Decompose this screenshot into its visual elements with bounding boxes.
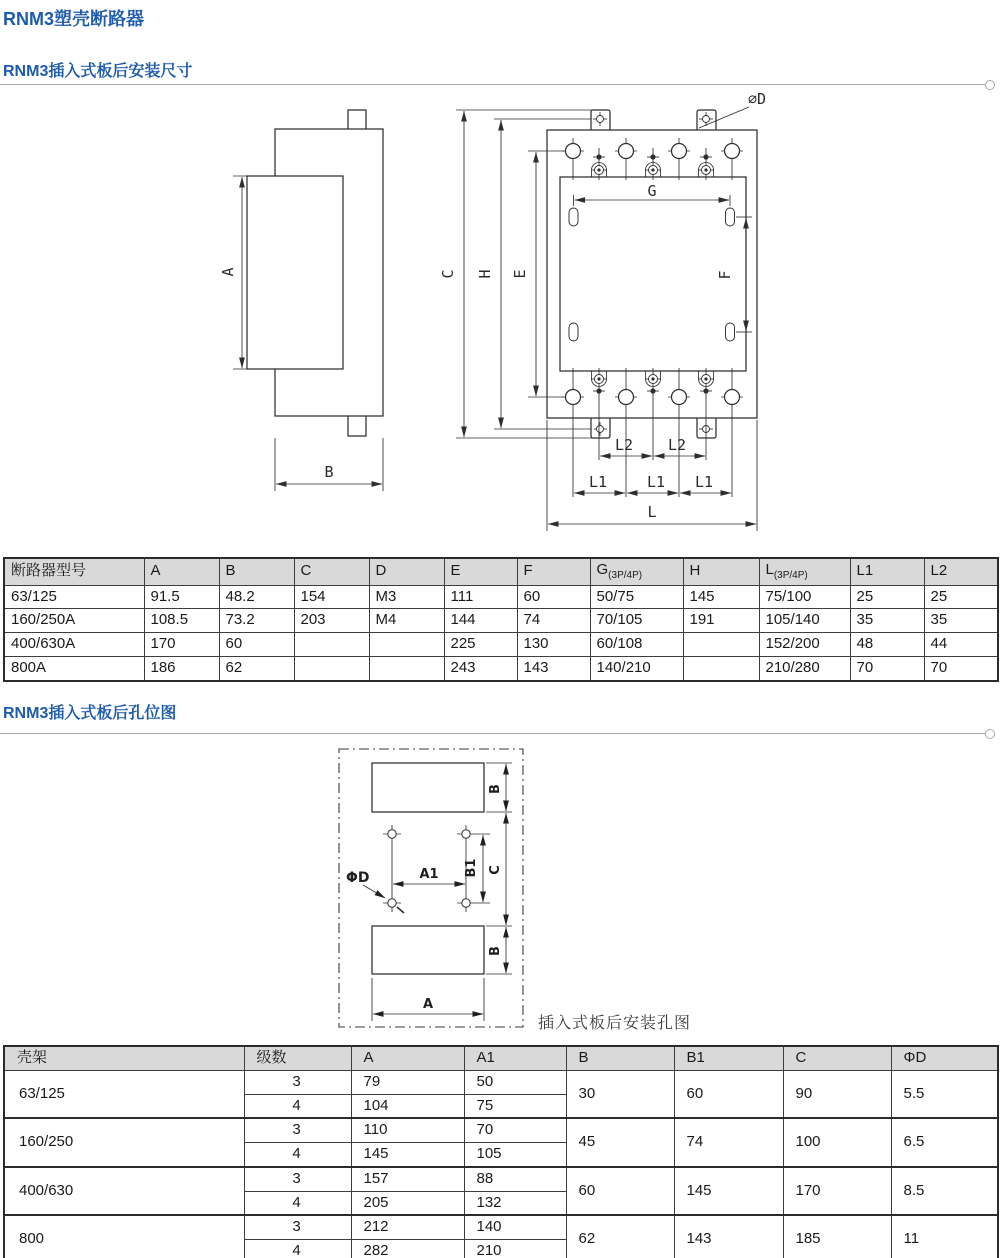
table-cell: 185 <box>783 1215 891 1258</box>
bottom-cutout <box>372 926 484 974</box>
table-cell: 104 <box>351 1094 464 1118</box>
table1-col-header: $L_{(3P/4P)}$ <box>759 558 850 585</box>
table-cell: 6.5 <box>891 1118 998 1167</box>
table-cell: 210 <box>464 1240 566 1258</box>
table-cell: 48.2 <box>219 585 294 609</box>
table-row <box>4 1167 998 1191</box>
table-cell: 73.2 <box>219 609 294 633</box>
table-cell: 91.5 <box>144 585 219 609</box>
table-cell: 186 <box>144 656 219 680</box>
section-heading-hole-positions: RNM3插入式板后孔位图 <box>3 705 177 722</box>
table-cell: M3 <box>369 585 444 609</box>
dim-label-l1: L1 <box>588 473 608 491</box>
table-cell: 243 <box>444 656 517 680</box>
page-title: RNM3塑壳断路器 <box>3 9 145 29</box>
table-cell: 111 <box>444 585 517 609</box>
table-cell: 5.5 <box>891 1070 998 1118</box>
table-cell: 3 <box>244 1070 351 1094</box>
table1-col-header: F <box>517 558 590 585</box>
table-cell: 170 <box>144 633 219 657</box>
table2-col-header: 级数 <box>244 1046 351 1070</box>
frame-hole-dimensions-table <box>3 1045 999 1258</box>
table2-col-header: 壳架 <box>4 1046 244 1070</box>
dim-label-dia-d: ∅D <box>747 90 767 108</box>
table-cell: 100 <box>783 1118 891 1167</box>
table-cell: 44 <box>924 633 998 657</box>
dim-label-f: F <box>716 270 734 280</box>
table-cell: 88 <box>464 1167 566 1191</box>
dim-label-g: G <box>647 182 657 200</box>
table-cell: 60 <box>219 633 294 657</box>
front-view <box>439 90 766 531</box>
dim-label-l2: L2 <box>614 436 634 454</box>
table-cell: 63/125 <box>4 585 144 609</box>
table-cell <box>683 633 759 657</box>
table-cell: 63/125 <box>4 1070 244 1118</box>
dim-label-a: A <box>422 997 434 1012</box>
table-cell: 160/250 <box>4 1118 244 1167</box>
table-cell: 48 <box>850 633 924 657</box>
table-row <box>4 609 998 633</box>
table-row <box>4 585 998 609</box>
table-cell: 143 <box>674 1215 783 1258</box>
table-cell: M4 <box>369 609 444 633</box>
table-cell <box>369 656 444 680</box>
table-cell: 132 <box>464 1191 566 1215</box>
dim-label-b-bottom: B <box>488 946 503 956</box>
dim-label-e: E <box>511 269 529 279</box>
table-cell: 45 <box>566 1118 674 1167</box>
top-cutout <box>372 763 484 812</box>
table-cell: 400/630 <box>4 1167 244 1216</box>
dim-label-l2: L2 <box>667 436 687 454</box>
table2-col-header: ΦD <box>891 1046 998 1070</box>
table1-col-header: A <box>144 558 219 585</box>
table-cell: 90 <box>783 1070 891 1118</box>
table-cell: 4 <box>244 1240 351 1258</box>
dim-label-b1: B1 <box>464 858 479 878</box>
table2-col-header: B1 <box>674 1046 783 1070</box>
dim-label-c: C <box>488 865 503 875</box>
table1-col-header: $G_{(3P/4P)}$ <box>590 558 683 585</box>
table-header-row <box>4 1046 998 1070</box>
table-cell: 157 <box>351 1167 464 1191</box>
table-row <box>4 1118 998 1142</box>
table-cell: 400/630A <box>4 633 144 657</box>
table-cell: 3 <box>244 1167 351 1191</box>
table-cell: 212 <box>351 1215 464 1239</box>
table-cell: 145 <box>674 1167 783 1216</box>
table-cell: 140 <box>464 1215 566 1239</box>
table-cell: 205 <box>351 1191 464 1215</box>
table-cell: 75 <box>464 1094 566 1118</box>
section-heading-mounting-dimensions: RNM3插入式板后安装尺寸 <box>3 63 193 80</box>
table-cell: 70 <box>464 1118 566 1142</box>
dim-label-b: B <box>324 463 334 481</box>
table-cell: 4 <box>244 1094 351 1118</box>
table-cell: 62 <box>219 656 294 680</box>
table-cell: 30 <box>566 1070 674 1118</box>
table-cell: 74 <box>674 1118 783 1167</box>
table-cell: 3 <box>244 1118 351 1142</box>
rule-end-dot <box>985 729 995 739</box>
table-cell: 75/100 <box>759 585 850 609</box>
table-cell: 145 <box>351 1143 464 1167</box>
section-rule <box>0 733 986 734</box>
table-cell: 4 <box>244 1143 351 1167</box>
section-rule <box>0 84 986 85</box>
table-row <box>4 1215 998 1239</box>
table-row <box>4 1070 998 1094</box>
dim-label-l1: L1 <box>646 473 666 491</box>
dim-label-h: H <box>476 269 494 279</box>
dim-label-l1: L1 <box>694 473 714 491</box>
table-cell: 130 <box>517 633 590 657</box>
table-cell: 154 <box>294 585 369 609</box>
table-cell: 108.5 <box>144 609 219 633</box>
table-cell: 62 <box>566 1215 674 1258</box>
table2-col-header: A <box>351 1046 464 1070</box>
table-cell: 4 <box>244 1191 351 1215</box>
table-cell: 225 <box>444 633 517 657</box>
table-cell: 60 <box>566 1167 674 1216</box>
side-view <box>219 110 383 491</box>
drawing-hole-positions <box>330 745 530 1035</box>
table-cell <box>369 633 444 657</box>
table2-col-header: A1 <box>464 1046 566 1070</box>
table-cell: 70/105 <box>590 609 683 633</box>
table-cell: 70 <box>850 656 924 680</box>
table-cell: 203 <box>294 609 369 633</box>
dim-label-a1: A1 <box>419 867 439 882</box>
table-cell: 210/280 <box>759 656 850 680</box>
table-cell: 50 <box>464 1070 566 1094</box>
table1-col-header: E <box>444 558 517 585</box>
table-cell: 145 <box>683 585 759 609</box>
hole-diagram-caption: 插入式板后安装孔图 <box>538 1015 692 1032</box>
table-cell: 152/200 <box>759 633 850 657</box>
table-cell: 105/140 <box>759 609 850 633</box>
table-cell: 74 <box>517 609 590 633</box>
table-cell: 35 <box>850 609 924 633</box>
table-cell: 60 <box>674 1070 783 1118</box>
table-cell: 144 <box>444 609 517 633</box>
table-cell: 3 <box>244 1215 351 1239</box>
table-cell: 25 <box>850 585 924 609</box>
table1-col-header: L1 <box>850 558 924 585</box>
table-cell <box>294 656 369 680</box>
table-cell: 60/108 <box>590 633 683 657</box>
table1-col-header: 断路器型号 <box>4 558 144 585</box>
table-cell: 105 <box>464 1143 566 1167</box>
table-cell: 35 <box>924 609 998 633</box>
table-cell: 160/250A <box>4 609 144 633</box>
table-cell: 11 <box>891 1215 998 1258</box>
table-cell: 191 <box>683 609 759 633</box>
table-header-row <box>4 558 998 585</box>
breaker-dimensions-table <box>3 557 999 682</box>
dim-label-b-top: B <box>488 784 503 794</box>
table-row <box>4 656 998 680</box>
table1-col-header: L2 <box>924 558 998 585</box>
table-cell: 170 <box>783 1167 891 1216</box>
table-cell: 60 <box>517 585 590 609</box>
table1-col-header: B <box>219 558 294 585</box>
table-cell: 140/210 <box>590 656 683 680</box>
table2-col-header: B <box>566 1046 674 1070</box>
table-cell: 800 <box>4 1215 244 1258</box>
table-cell <box>683 656 759 680</box>
table-cell: 8.5 <box>891 1167 998 1216</box>
table-cell <box>294 633 369 657</box>
dim-label-phi-d: ΦD <box>346 870 370 886</box>
table-cell: 70 <box>924 656 998 680</box>
dim-label-a: A <box>219 267 237 277</box>
table-cell: 79 <box>351 1070 464 1094</box>
table-cell: 50/75 <box>590 585 683 609</box>
table1-col-header: H <box>683 558 759 585</box>
table-cell: 143 <box>517 656 590 680</box>
table-cell: 25 <box>924 585 998 609</box>
dim-label-l: L <box>647 503 657 521</box>
table-cell: 800A <box>4 656 144 680</box>
table-cell: 110 <box>351 1118 464 1142</box>
drawing-mounting-dimensions <box>180 88 820 548</box>
table-row <box>4 633 998 657</box>
rule-end-dot <box>985 80 995 90</box>
table2-col-header: C <box>783 1046 891 1070</box>
table1-col-header: C <box>294 558 369 585</box>
dim-label-c: C <box>439 269 457 279</box>
table1-col-header: D <box>369 558 444 585</box>
table-cell: 282 <box>351 1240 464 1258</box>
